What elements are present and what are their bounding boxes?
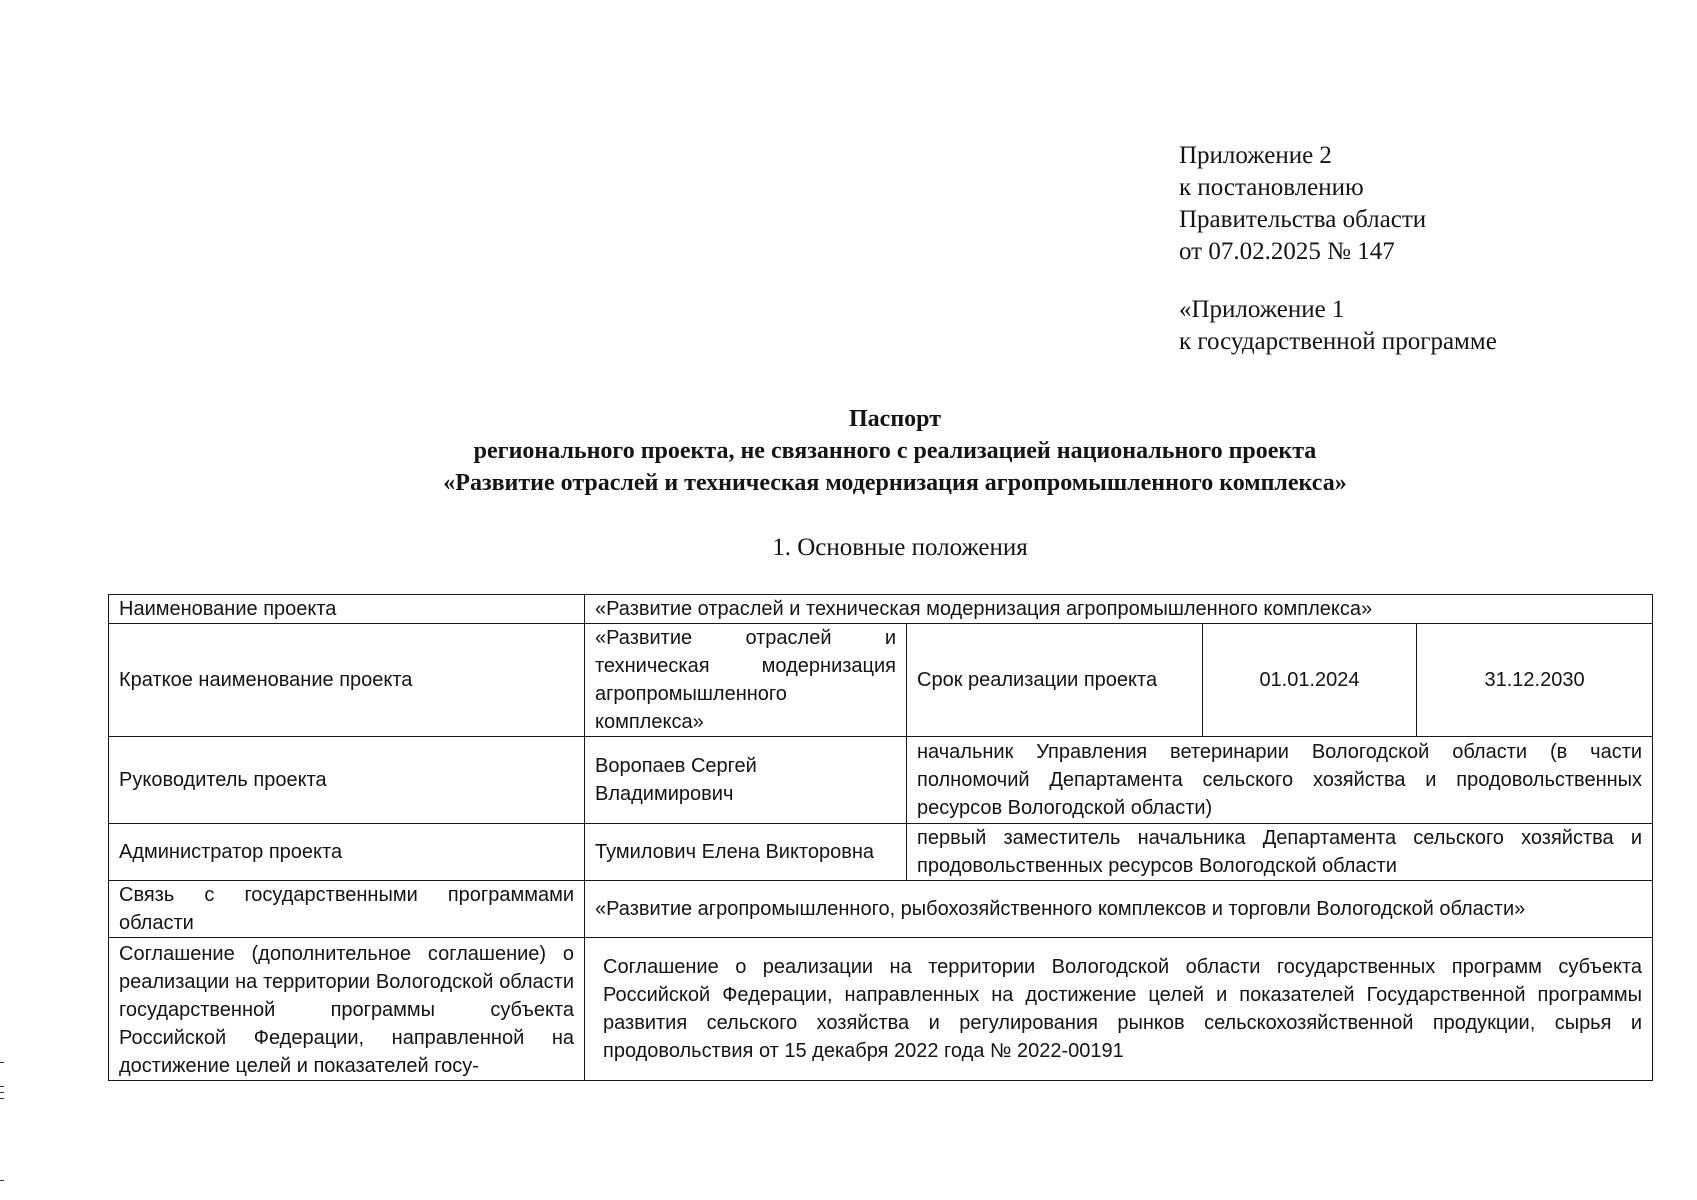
agreement-value: Соглашение о реализации на территории Вологодской области государственных программ субъекта Российской Федерации, направленных на достижение целей и показателей Государственной программы развития сельского хозяйства и регулирования рынков сельскохозяйственной продукции, сырья и продовольствия от 15 декабря 2022 года № 2022-00191 bbox=[585, 938, 1653, 1081]
title-line-2: регионального проекта, не связанного с реализацией национального проекта bbox=[473, 438, 1317, 464]
title-line-1: Паспорт bbox=[849, 406, 941, 432]
attachment-line-5: «Приложение 1 bbox=[1179, 296, 1345, 323]
table-row bbox=[109, 881, 1653, 938]
margin-mark bbox=[0, 1092, 4, 1093]
table-row bbox=[109, 824, 1653, 881]
attachment-line-4: от 07.02.2025 № 147 bbox=[1179, 238, 1395, 265]
agreement-label: Соглашение (дополнительное соглашение) о реализации на территории Вологодской области государственной программы субъекта Российской Федерации, направленной на достижение целей и показателей госу- bbox=[109, 938, 585, 1081]
section-title: 1. Основные положения bbox=[772, 534, 1028, 561]
start-date: 01.01.2024 bbox=[1203, 624, 1417, 737]
programs-value: «Развитие агропромышленного, рыбохозяйственного комплексов и торговли Вологодской области» bbox=[585, 881, 1653, 938]
attachment-gap bbox=[1179, 268, 1497, 294]
document-title bbox=[0, 403, 1697, 499]
title-line-3: «Развитие отраслей и техническая модернизация агропромышленного комплекса» bbox=[443, 470, 1347, 496]
table-row bbox=[109, 624, 1653, 737]
attachment-line-2: к постановлению bbox=[1179, 174, 1364, 201]
table-row bbox=[109, 595, 1653, 624]
leader-name: Воропаев Сергей Владимирович bbox=[585, 737, 907, 824]
term-label: Срок реализации проекта bbox=[907, 624, 1203, 737]
project-name-value: «Развитие отраслей и техническая модернизация агропромышленного комплекса» bbox=[585, 595, 1653, 624]
programs-label: Связь с государственными программами области bbox=[109, 881, 585, 938]
administrator-name: Тумилович Елена Викторовна bbox=[585, 824, 907, 881]
margin-mark bbox=[0, 1098, 4, 1099]
passport-table bbox=[108, 594, 1653, 1081]
administrator-label: Администратор проекта bbox=[109, 824, 585, 881]
table-row bbox=[109, 938, 1653, 1081]
margin-mark bbox=[0, 1062, 4, 1063]
end-date: 31.12.2030 bbox=[1417, 624, 1653, 737]
leader-position: начальник Управления ветеринарии Вологодской области (в части полномочий Департамента сельского хозяйства и продовольственных ресурсов Вологодской области) bbox=[907, 737, 1653, 824]
short-name-label: Краткое наименование проекта bbox=[109, 624, 585, 737]
margin-mark bbox=[0, 1180, 4, 1181]
attachment-header bbox=[1179, 140, 1497, 358]
attachment-line-3: Правительства области bbox=[1179, 206, 1427, 233]
table-row bbox=[109, 737, 1653, 824]
attachment-line-1: Приложение 2 bbox=[1179, 142, 1332, 169]
attachment-line-6: к государственной программе bbox=[1179, 328, 1497, 355]
project-name-label: Наименование проекта bbox=[109, 595, 585, 624]
short-name-value: «Развитие отраслей и техническая модернизация агропромышленного комплекса» bbox=[585, 624, 907, 737]
administrator-position: первый заместитель начальника Департамента сельского хозяйства и продовольственных ресурсов Вологодской области bbox=[907, 824, 1653, 881]
margin-mark bbox=[0, 1086, 4, 1087]
leader-label: Руководитель проекта bbox=[109, 737, 585, 824]
